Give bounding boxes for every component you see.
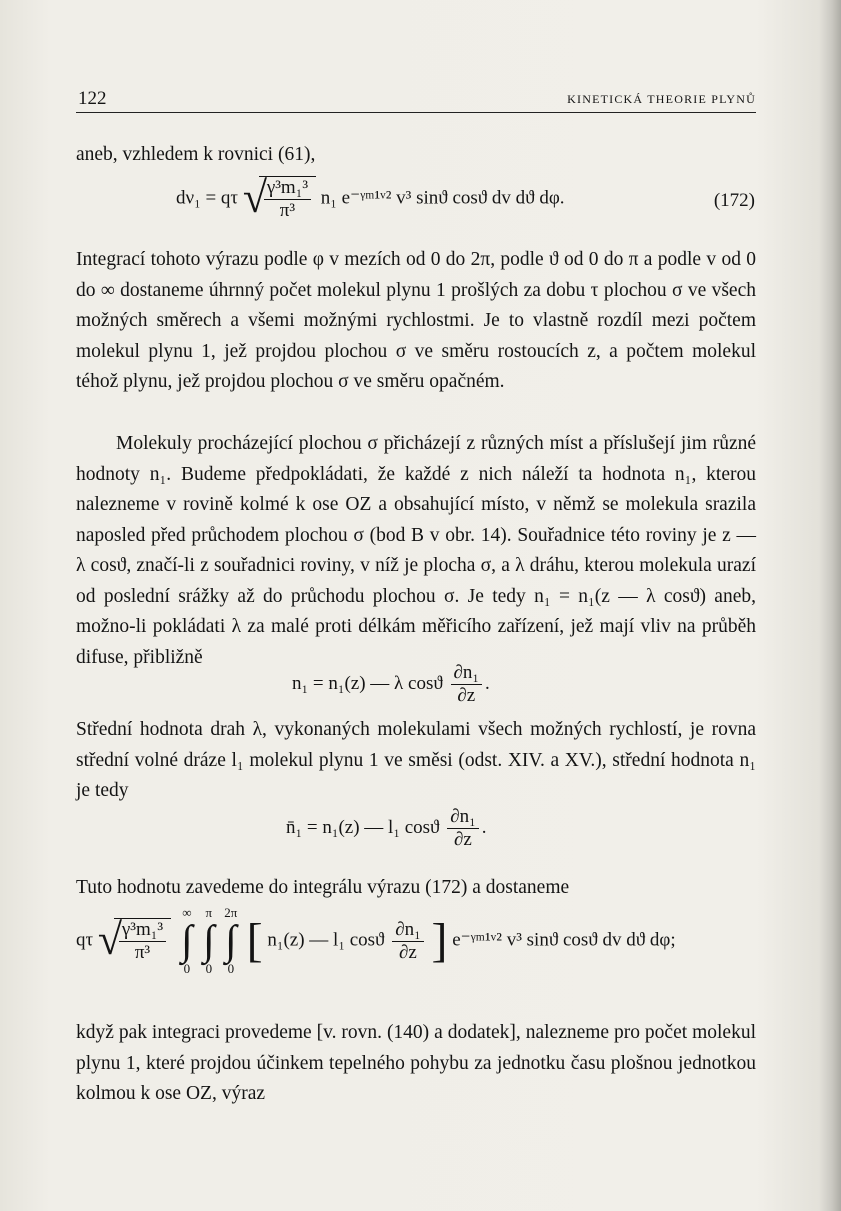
integral-3 [221, 906, 241, 976]
eq172-sqrt [242, 173, 316, 222]
integral-3-lower-limit: 0 [227, 961, 235, 976]
eq172-rest: n₁ e⁻ᵞᵐ¹ᵛ² v³ sinϑ cosϑ dv dϑ dφ. [320, 187, 565, 209]
eq-int-frac-den: ∂z [399, 941, 417, 963]
eq-n1-fraction [451, 662, 483, 707]
eq-n1-lhs: n₁ = n₁(z) — λ cosϑ [292, 672, 443, 694]
equation-number-172: (172) [713, 190, 755, 211]
integral-1-lower-limit: 0 [183, 961, 191, 976]
right-bracket-icon: ] [431, 914, 448, 967]
integral-1 [177, 906, 197, 976]
eq-n1bar-frac-den: ∂z [454, 829, 472, 850]
eq-n1bar-lhs: n̄₁ = n₁(z) — l₁ cosϑ [286, 816, 440, 838]
eq-int-bracket-inner: n₁(z) — l₁ cosϑ [267, 929, 385, 951]
eq-int-prefix: qτ [76, 929, 94, 951]
eq-int-sqrt-num: γ³m₁³ [119, 919, 166, 942]
eq-int-tail: e⁻ᵞᵐ¹ᵛ² v³ sinϑ cosϑ dv dϑ dφ; [452, 929, 676, 951]
integral-sign-icon: ∫ [225, 918, 237, 964]
equation-n1-approx [292, 662, 490, 707]
integral-3-upper-limit: 2π [224, 905, 238, 920]
eq172-sqrt-num: γ³m₁³ [264, 177, 311, 200]
eq-n1bar-fraction [447, 806, 479, 851]
eq-n1-end: . [485, 672, 490, 694]
eq-n1-frac-den: ∂z [457, 685, 476, 706]
page-number: 122 [78, 88, 107, 109]
eq172-lhs: dν₁ = qτ [176, 187, 239, 209]
paragraph-final: když pak integraci provedeme [v. rovn. (140) a dodatek], nalezneme pro počet molekul plynu 1, které projdou účinkem tepelného pohybu za jednotku času plošnou jednotkou kolmou k ose OZ, výraz [76, 1022, 756, 1104]
page-header [76, 88, 756, 113]
running-head: KINETICKÁ THEORIE PLYNŮ [567, 92, 756, 106]
equation-triple-integral [76, 906, 676, 976]
paragraph-molecules: Molekuly procházející plochou σ přicházejí z různých míst a příslušejí jim různé hodnoty n₁. Budeme předpokládati, že každé z nich náleží ta hodnota n₁, kterou nalezneme v rovině kolmé k ose OZ a obsahující místo, v němž se molekula srazila naposled před průchodem plochou σ (bod B v obr. 14). Souřadnice této roviny je z — λ cosϑ, značí-li z souřadnici roviny, v níž je plocha σ, a λ dráhu, kterou molekula urazí od poslední srážky až do průchodu plochou σ. Je tedy n₁ = n₁(z — λ cosϑ) aneb, možno-li pokládati λ za malé proti délkám měřicího zařízení, jež mají vliv na průběh difuse, přibližně [76, 433, 756, 668]
page-edge-shadow [819, 0, 841, 1211]
eq172-sqrt-den: π³ [279, 200, 296, 221]
radical-sign-icon: √ [97, 915, 123, 964]
eq-int-sqrt-den: π³ [134, 942, 151, 963]
integral-sign-icon: ∫ [181, 918, 193, 964]
integral-2 [199, 906, 219, 976]
equation-n1-mean [286, 806, 486, 851]
eq-n1bar-end: . [481, 816, 487, 838]
equation-172 [176, 173, 565, 222]
eq-int-frac-num: ∂n₁ [392, 919, 424, 942]
left-bracket-icon: [ [246, 914, 263, 967]
integral-sign-icon: ∫ [203, 918, 215, 964]
paragraph-integration: Integrací tohoto výrazu podle φ v mezích od 0 do 2π, podle ϑ od 0 do π a podle v od 0 do ∞ dostaneme úhrnný počet molekul plynu 1 prošlých za dobu τ plochou σ ve všech možných směrech a všemi možnými rychlostmi. Je to vlastně rozdíl mezi počtem molekul plynu 1, jež projdou plochou σ ve směru rostoucích z, a počtem molekul téhož plynu, jež projdou plochou σ ve směru opačném. [76, 249, 756, 392]
eq-int-sqrt [97, 915, 171, 964]
eq172-sqrt-fraction [264, 177, 311, 222]
eq-int-sqrt-fraction [119, 919, 166, 964]
paragraph-mean-path: Střední hodnota drah λ, vykonaných molekulami všech možných rychlostí, je rovna střední volné dráze l₁ molekul plynu 1 ve směsi (odst. XIV. a XV.), střední hodnota n₁ je tedy [76, 719, 756, 801]
paragraph-intro: aneb, vzhledem k rovnici (61), [76, 144, 316, 165]
integral-1-upper-limit: ∞ [182, 905, 192, 920]
radical-sign-icon: √ [242, 173, 267, 222]
integral-2-lower-limit: 0 [205, 961, 213, 976]
eq-int-fraction [392, 919, 424, 964]
eq-n1bar-frac-num: ∂n₁ [447, 806, 479, 829]
eq-n1-frac-num: ∂n₁ [451, 662, 483, 685]
paragraph-substitute: Tuto hodnotu zavedeme do integrálu výrazu (172) a dostaneme [76, 877, 570, 898]
integral-2-upper-limit: π [205, 905, 213, 920]
